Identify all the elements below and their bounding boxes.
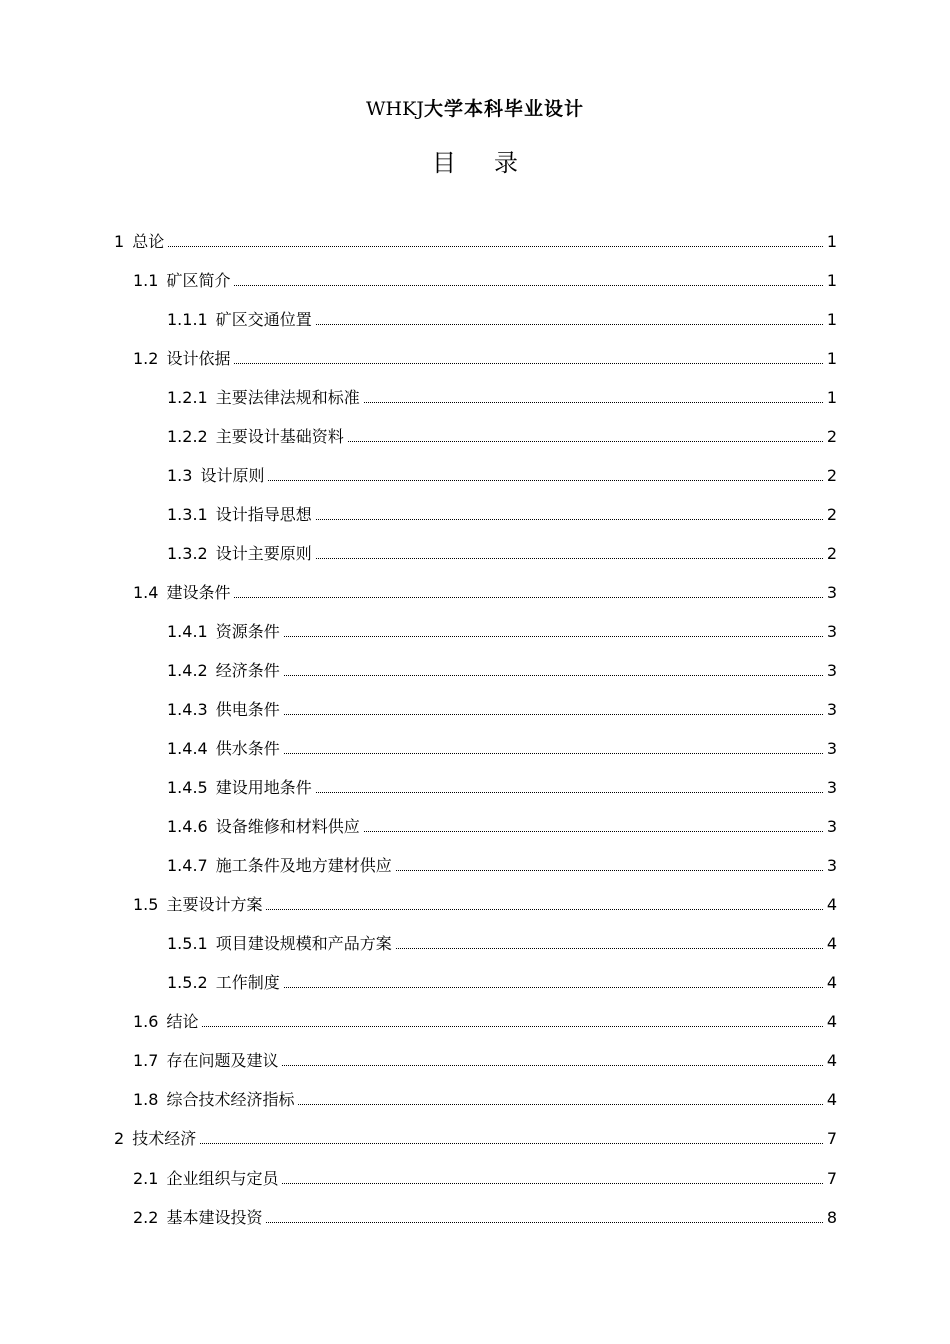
- toc-entry-text: 综合技术经济指标: [166, 1090, 295, 1109]
- toc-leader-dots: [364, 831, 823, 832]
- toc-entry[interactable]: [167, 463, 837, 487]
- toc-entry-page: 4: [826, 1090, 837, 1109]
- toc-entry[interactable]: [133, 1087, 837, 1111]
- toc-entry[interactable]: [167, 658, 837, 682]
- toc-leader-dots: [266, 909, 822, 910]
- toc-entry[interactable]: [167, 736, 837, 760]
- toc-entry-page: 4: [826, 1012, 837, 1031]
- toc-entry-text: 施工条件及地方建材供应: [215, 856, 392, 875]
- toc-entry-text: 总论: [132, 232, 165, 251]
- toc-entry-text: 经济条件: [215, 661, 280, 680]
- toc-entry-number: 2: [114, 1129, 125, 1148]
- toc-entry[interactable]: [133, 580, 837, 604]
- toc-leader-dots: [284, 987, 823, 988]
- toc-entry-number: 1.4.2: [167, 661, 208, 680]
- toc-entry[interactable]: [167, 307, 837, 331]
- toc-entry-page: 7: [826, 1169, 837, 1188]
- toc-entry-number: 1.5: [133, 895, 159, 914]
- toc-entry-page: 3: [826, 622, 837, 641]
- toc-entry-page: 3: [826, 817, 837, 836]
- toc-entry[interactable]: [133, 346, 837, 370]
- toc-entry[interactable]: [133, 1205, 837, 1229]
- toc-entry-text: 工作制度: [215, 973, 280, 992]
- header-title: 大学本科毕业设计: [423, 98, 584, 120]
- toc-entry-text: 主要法律法规和标准: [215, 388, 360, 407]
- toc-leader-dots: [284, 714, 823, 715]
- toc-entry[interactable]: [167, 541, 837, 565]
- toc-entry[interactable]: [167, 385, 837, 409]
- toc-entry[interactable]: [167, 970, 837, 994]
- toc-leader-dots: [316, 792, 823, 793]
- toc-entry-number: 1.4.5: [167, 778, 208, 797]
- toc-entry-page: 1: [826, 310, 837, 329]
- toc-entry-text: 主要设计基础资料: [215, 427, 344, 446]
- toc-entry-page: 3: [826, 661, 837, 680]
- toc-entry-page: 3: [826, 778, 837, 797]
- toc-leader-dots: [284, 636, 823, 637]
- toc-entry[interactable]: [167, 697, 837, 721]
- toc-entry-number: 1.1.1: [167, 310, 208, 329]
- toc-entry-page: 3: [826, 583, 837, 602]
- toc-entry-text: 资源条件: [215, 622, 280, 641]
- toc-entry-number: 2.1: [133, 1169, 159, 1188]
- toc-leader-dots: [316, 324, 823, 325]
- toc-entry-text: 存在问题及建议: [166, 1051, 279, 1070]
- toc-entry-number: 1.4.4: [167, 739, 208, 758]
- toc-entry[interactable]: [133, 268, 837, 292]
- toc-entry-number: 1.3.2: [167, 544, 208, 563]
- toc-leader-dots: [234, 285, 822, 286]
- toc-leader-dots: [396, 870, 823, 871]
- toc-entry[interactable]: [167, 853, 837, 877]
- toc-entry-text: 技术经济: [132, 1129, 197, 1148]
- toc-entry-number: 1.2: [133, 349, 159, 368]
- toc-entry[interactable]: [167, 424, 837, 448]
- toc-entry[interactable]: [167, 775, 837, 799]
- toc-entry-text: 设计依据: [166, 349, 231, 368]
- toc-entry-number: 2.2: [133, 1208, 159, 1227]
- toc-entry-page: 1: [826, 271, 837, 290]
- toc-entry-number: 1.7: [133, 1051, 159, 1070]
- toc-entry-text: 企业组织与定员: [166, 1169, 279, 1188]
- toc-entry-number: 1.2.1: [167, 388, 208, 407]
- toc-entry-text: 设计指导思想: [215, 505, 312, 524]
- toc-entry-page: 4: [826, 973, 837, 992]
- toc-entry-number: 1.8: [133, 1090, 159, 1109]
- toc-entry-number: 1.4.3: [167, 700, 208, 719]
- toc-entry-number: 1: [114, 232, 125, 251]
- toc-entry[interactable]: [167, 814, 837, 838]
- toc-entry-number: 1.4.6: [167, 817, 208, 836]
- toc-leader-dots: [316, 558, 823, 559]
- toc-entry-number: 1.6: [133, 1012, 159, 1031]
- toc-leader-dots: [282, 1065, 822, 1066]
- toc-entry-page: 3: [826, 700, 837, 719]
- toc-leader-dots: [348, 441, 823, 442]
- toc-entry-text: 设计主要原则: [215, 544, 312, 563]
- toc-entry-number: 1.5.1: [167, 934, 208, 953]
- toc-entry-text: 供电条件: [215, 700, 280, 719]
- toc-entry-text: 基本建设投资: [166, 1208, 263, 1227]
- toc-entry-text: 供水条件: [215, 739, 280, 758]
- toc-leader-dots: [202, 1026, 822, 1027]
- toc-entry-page: 4: [826, 1051, 837, 1070]
- toc-entry-text: 结论: [166, 1012, 199, 1031]
- toc-entry-text: 建设用地条件: [215, 778, 312, 797]
- toc-entry-page: 4: [826, 895, 837, 914]
- toc-entry-number: 1.3.1: [167, 505, 208, 524]
- toc-leader-dots: [364, 402, 823, 403]
- toc-entry-number: 1.4.1: [167, 622, 208, 641]
- toc-entry[interactable]: [167, 619, 837, 643]
- toc-leader-dots: [396, 948, 823, 949]
- toc-entry[interactable]: [167, 502, 837, 526]
- toc-entry-text: 矿区简介: [166, 271, 231, 290]
- toc-leader-dots: [284, 753, 823, 754]
- toc-title: 目录: [432, 149, 556, 177]
- toc-entry-page: 1: [826, 349, 837, 368]
- toc-leader-dots: [298, 1104, 822, 1105]
- toc-entry-text: 主要设计方案: [166, 895, 263, 914]
- toc-leader-dots: [234, 597, 822, 598]
- toc-entry[interactable]: [133, 1009, 837, 1033]
- toc-leader-dots: [282, 1183, 822, 1184]
- toc-entry-page: 1: [826, 232, 837, 251]
- toc-entry-text: 矿区交通位置: [215, 310, 312, 329]
- toc-leader-dots: [316, 519, 823, 520]
- toc-entry-text: 项目建设规模和产品方案: [215, 934, 392, 953]
- toc-entry-number: 1.4: [133, 583, 159, 602]
- toc-entry-number: 1.3: [167, 466, 193, 485]
- header-latin: WHKJ: [366, 98, 424, 120]
- toc-leader-dots: [168, 246, 823, 247]
- toc-entry-page: 1: [826, 388, 837, 407]
- toc-entry-number: 1.2.2: [167, 427, 208, 446]
- toc-entry[interactable]: [133, 1048, 837, 1072]
- toc-entry-page: 7: [826, 1129, 837, 1148]
- toc-entry-page: 3: [826, 739, 837, 758]
- toc-entry-page: 2: [826, 466, 837, 485]
- toc-leader-dots: [284, 675, 823, 676]
- toc-entry-page: 2: [826, 505, 837, 524]
- toc-entry-number: 1.1: [133, 271, 159, 290]
- toc-entry-text: 设计原则: [200, 466, 265, 485]
- toc-entry[interactable]: [133, 892, 837, 916]
- toc-leader-dots: [266, 1222, 822, 1223]
- toc-entry-page: 2: [826, 427, 837, 446]
- toc-entry[interactable]: [167, 931, 837, 955]
- toc-entry-text: 设备维修和材料供应: [215, 817, 360, 836]
- toc-entry-page: 4: [826, 934, 837, 953]
- toc-entry[interactable]: [114, 229, 837, 253]
- toc-entry[interactable]: [133, 1166, 837, 1190]
- toc-entry[interactable]: [114, 1126, 837, 1150]
- toc-entry-number: 1.4.7: [167, 856, 208, 875]
- toc-entry-number: 1.5.2: [167, 973, 208, 992]
- toc-leader-dots: [268, 480, 822, 481]
- toc-entry-text: 建设条件: [166, 583, 231, 602]
- toc-leader-dots: [200, 1143, 823, 1144]
- toc-entry-page: 8: [826, 1208, 837, 1227]
- toc-leader-dots: [234, 363, 822, 364]
- toc-entry-page: 3: [826, 856, 837, 875]
- toc-entry-page: 2: [826, 544, 837, 563]
